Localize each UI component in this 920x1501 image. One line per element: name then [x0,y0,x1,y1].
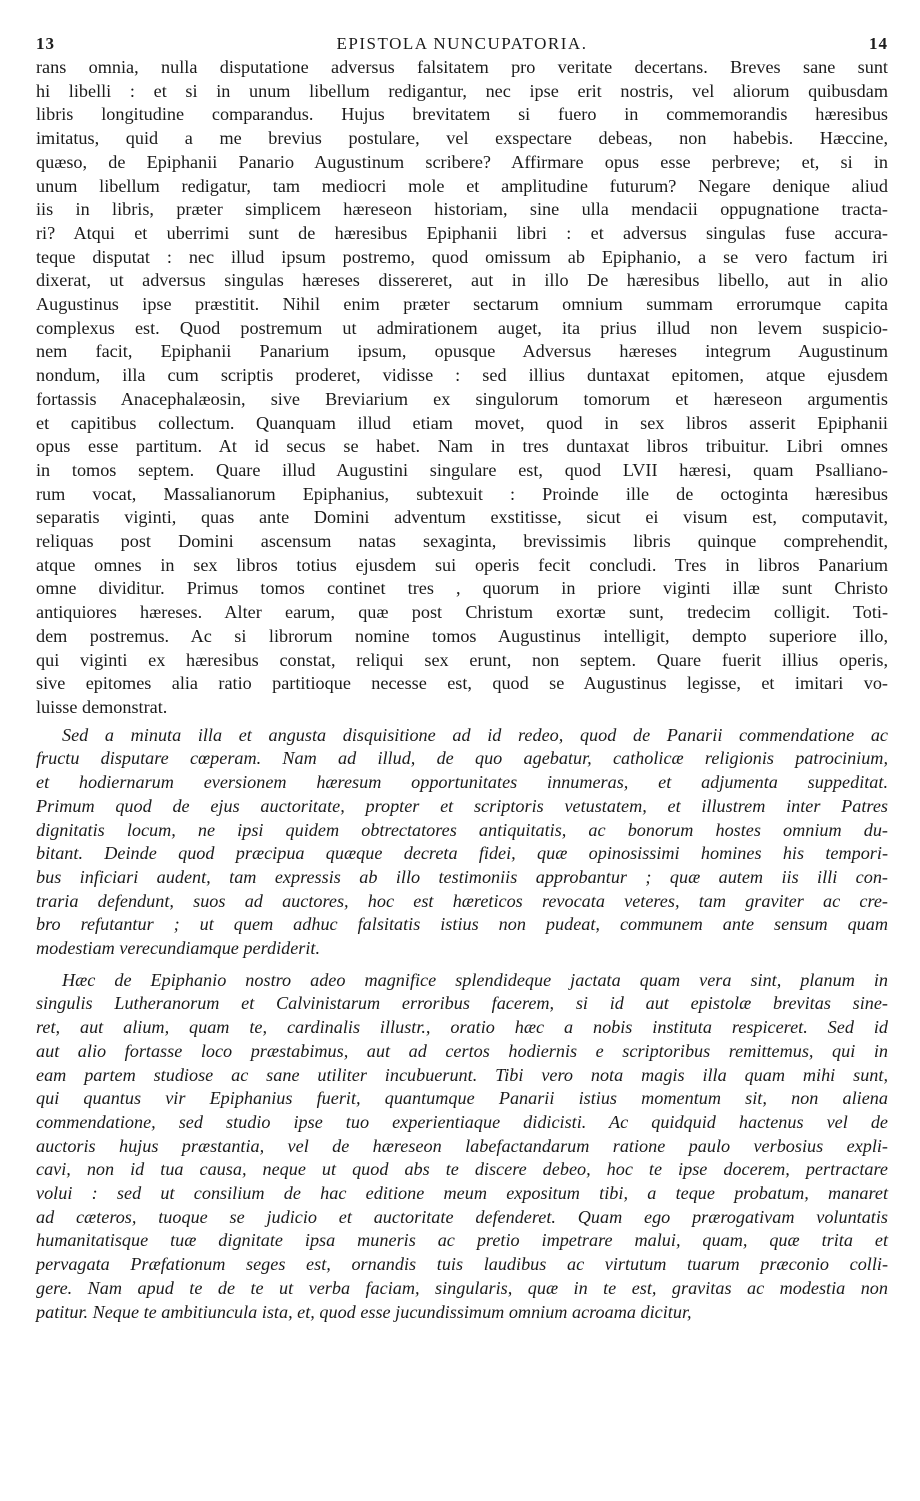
text-line: singulis Lutheranorum et Calvinistarum erroribus facerem, si id aut epistolæ brevitas sine- [36,993,888,1014]
text-line: Primum quod de ejus auctoritate, propter et scriptoris vetustatem, et illustrem inter Patres [36,795,888,816]
text-line: complexus est. Quod postremum ut admirationem auget, ita prius illud non levem suspicio- [36,317,888,338]
text-line: sive epitomes alia ratio partitioque necesse est, quod se Augustinus legisse, et imitari vo- [36,673,888,694]
text-line: rans omnia, nulla disputatione adversus falsitatem pro veritate decertans. Breves sane sunt [36,57,888,77]
running-title: EPISTOLA NUNCUPATORIA. [336,34,588,53]
paragraph-3 [36,969,888,1325]
text-line: Sed a minuta illa et angusta disquisitione ad id redeo, quod de Panarii commendatione ac [62,724,888,745]
text-line: qui viginti ex hæresibus constat, reliqui sex erunt, non septem. Quare fuerit illius operis, [36,649,888,670]
text-line: dignitatis locum, ne ipsi quidem obtrectatores antiquitatis, ac bonorum hostes omnium du- [36,819,888,840]
text-line: in tomos septem. Quare illud Augustini singulare est, quod LVII hæresi, quam Psalliano- [36,459,888,480]
text-line: aut alio fortasse loco præstabimus, aut ad certos hodiernis e scriptoribus remittemus, qui in [36,1040,888,1061]
text-line: eam partem studiose ac sane utiliter incubuerunt. Tibi vero nota magis illa quam mihi sunt, [36,1064,888,1085]
text-line: dem postremus. Ac si librorum nomine tomos Augustinus intelligit, dempto superiore illo, [36,625,888,646]
text-line: fortassis Anacephalæosin, sive Breviarium ex singulorum tomorum et hæreseon argumentis [36,388,888,409]
text-line: reliquas post Domini ascensum natas sexaginta, brevissimis libris quinque comprehendit, [36,531,888,552]
text-line: ri? Atqui et uberrimi sunt de hæresibus Epiphanii libri : et adversus singulas fuse accura- [36,222,888,243]
text-line: nondum, illa cum scriptis proderet, vidisse : sed illius duntaxat epitomen, atque ejusdem [36,365,888,386]
text-line: modestiam verecundiamque perdiderit. [36,938,321,959]
text-line: patitur. Neque te ambitiuncula ista, et, quod esse jucundissimum omnium acroama dicitur, [36,1301,692,1322]
text-line: teque disputat : nec illud ipsum postremo, quod omissum ab Epiphanio, a se vero factum iri [36,246,888,267]
text-line: et capitibus collectum. Quanquam illud etiam movet, quod in sex libros asserit Epiphanii [36,412,888,433]
text-line: gere. Nam apud te de te ut verba faciam, singularis, quæ in te est, gravitas ac modestia non [36,1277,888,1298]
text-line: bus inficiari audent, tam expressis ab illo testimoniis approbantur ; quæ autem iis illi con- [36,866,888,887]
text-line: opus esse partitum. At id secus se habet. Nam in tres duntaxat libros tribuitur. Libri omnes [36,436,888,457]
text-line: hi libelli : et si in unum libellum redigantur, nec ipse erit nostris, vel aliorum quibusdam [36,80,888,101]
text-line: cavi, non id tua causa, neque ut quod abs te discere debeo, hoc te ipse docerem, pertractare [36,1159,888,1180]
text-line: libris longitudine comparandus. Hujus brevitatem si fuero in commemorandis hæresibus [36,104,888,125]
text-line: volui : sed ut consilium de hac editione meum expositum tibi, a teque probatum, manaret [36,1183,888,1204]
text-line: antiquiores hæreses. Alter earum, quæ post Christum exortæ sunt, tredecim colligit. Toti- [36,602,888,623]
text-line: auctoris hujus præstantia, vel de hæreseon labefactandarum ratione paulo verbosius expli- [36,1135,888,1156]
text-line: bro refutantur ; ut quem adhuc falsitatis istius non pudeat, communem ante sensum quam [36,914,888,935]
text-line: rum vocat, Massalianorum Epiphanius, subtexuit : Proinde ille de octoginta hæresibus [36,483,888,504]
text-line: imitatus, quid a me brevius postulare, vel exspectare debeas, non habebis. Hæccine, [36,128,888,149]
text-line: traria defendunt, suos ad auctores, hoc est hæreticos revocata veteres, tam graviter ac cre- [36,890,888,911]
text-line: Hæc de Epiphanio nostro adeo magnifice splendideque jactata quam vera sint, planum in [62,969,888,990]
text-line: humanitatisque tuæ dignitate ipsa muneris ac pretio impetrare malui, quam, quæ trita et [36,1230,888,1251]
text-line: ad cæteros, tuoque se judicio et auctoritate defenderet. Quam ego prærogativam voluntatis [36,1206,888,1227]
text-line: quæso, de Epiphanii Panario Augustinum scribere? Affirmare opus esse perbreve; et, si in [36,151,888,172]
text-line: separatis viginti, quas ante Domini adventum exstitisse, sicut ei visum est, computavit, [36,507,888,528]
paragraph-2 [36,724,888,961]
text-line: bitant. Deinde quod præcipua quæque decreta fidei, quæ opinosissimi homines his tempori- [36,843,888,864]
text-line: pervagata Præfationum seges est, ornandis tuis laudibus ac virtutum tuarum præconio colli- [36,1254,888,1275]
text-line: ret, aut alium, quam te, cardinalis illustr., oratio hæc a nobis instituta respiceret. Sed id [36,1017,888,1038]
running-header [36,30,888,56]
text-line: nem facit, Epiphanii Panarium ipsum, opusque Adversus hæreses integrum Augustinum [36,341,888,362]
paragraph-1 [36,56,888,720]
text-line: iis in libris, præter simplicem hæreseon historiam, sine ulla mendacii oppugnatione tracta- [36,199,888,220]
page [36,30,888,1324]
text-line: et hodiernarum eversionem hæresum opportunitates innumeras, et adjumenta suppeditat. [36,772,888,793]
left-page-number: 13 [36,34,55,53]
text-line: dixerat, ut adversus singulas hæreses dissereret, aut in illo De hæresibus libello, aut in alio [36,270,888,291]
text-line: commendatione, sed studio ipse tuo experientiaque didicisti. Ac quidquid hactenus vel de [36,1111,888,1132]
text-line: fructu disputare cœperam. Nam ad illud, de quo agebatur, catholicæ religionis patrocinium, [36,748,888,769]
right-page-number: 14 [869,34,888,53]
text-line: unum libellum redigatur, tam mediocri mole et amplitudine futurum? Negare denique aliud [36,175,888,196]
text-line: atque omnes in sex libros totius ejusdem sui operis fecit concludi. Tres in libros Panarium [36,554,888,575]
text-line: omne dividitur. Primus tomos continet tres , quorum in priore viginti illæ sunt Christo [36,578,888,599]
text-line: qui quantus vir Epiphanius fuerit, quantumque Panarii istius momentum sit, non aliena [36,1088,888,1109]
text-line: Augustinus ipse præstitit. Nihil enim præter sectarum omnium summam errorumque capita [36,294,888,315]
text-line: luisse demonstrat. [36,696,168,717]
